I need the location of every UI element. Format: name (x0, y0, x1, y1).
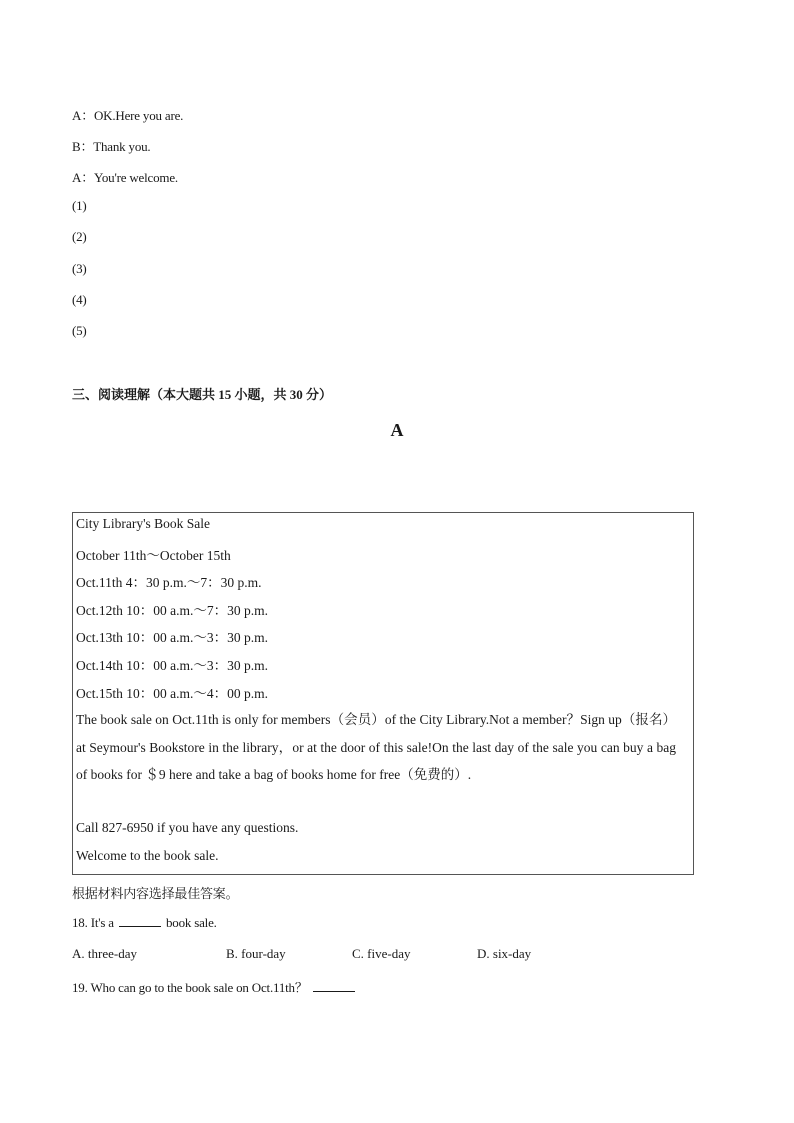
schedule-line: Oct.15th 10：00 a.m.～4：00 p.m. (76, 686, 268, 701)
notice-contact: Call 827-6950 if you have any questions. (76, 820, 299, 835)
notice-dates: October 11th～October 15th (76, 548, 231, 563)
notice-title: City Library's Book Sale (76, 516, 211, 531)
question-19 (72, 977, 357, 996)
question-18 (72, 915, 217, 931)
instruction: 根据材料内容选择最佳答案。 (72, 886, 239, 901)
answer-blank[interactable] (119, 915, 161, 927)
dialogue-line-a1: A：OK.Here you are. (72, 108, 184, 123)
answer-slot-3: (3) (72, 261, 87, 276)
question-18-stem-before: 18. It's a (72, 915, 114, 930)
dialogue-line-a2: A：You're welcome. (72, 170, 178, 185)
option-a[interactable]: A. three-day (72, 946, 137, 961)
schedule-line: Oct.12th 10：00 a.m.～7：30 p.m. (76, 603, 268, 618)
question-18-stem-after: book sale. (166, 915, 217, 930)
option-c[interactable]: C. five-day (352, 946, 411, 961)
schedule-line: Oct.11th 4：30 p.m.～7：30 p.m. (76, 575, 262, 590)
answer-blank[interactable] (313, 980, 355, 992)
option-b[interactable]: B. four-day (226, 946, 286, 961)
notice-box (72, 512, 694, 875)
option-d[interactable]: D. six-day (477, 946, 532, 961)
schedule-line: Oct.14th 10：00 a.m.～3：30 p.m. (76, 658, 268, 673)
dialogue-line-b: B：Thank you. (72, 139, 151, 154)
section-heading: 三、阅读理解（本大题共 15 小题，共 30 分） (72, 387, 333, 402)
answer-slot-4: (4) (72, 292, 87, 307)
passage-label: A (390, 420, 404, 440)
schedule-line: Oct.13th 10：00 a.m.～3：30 p.m. (76, 630, 268, 645)
answer-slot-5: (5) (72, 323, 87, 338)
answer-slot-2: (2) (72, 229, 87, 244)
notice-welcome: Welcome to the book sale. (76, 848, 219, 863)
notice-body: The book sale on Oct.11th is only for members（会员）of the City Library.Not a member？Sign up（报名）at Seymour's Bookstore in the library，or at the door of this sale!On the last day of the sale you can buy a bag of books for ＄9 here and take a bag of books home for free（免费的）. (76, 712, 676, 783)
question-19-stem: 19. Who can go to the book sale on Oct.11th？ (72, 980, 308, 995)
answer-slot-1: (1) (72, 198, 87, 213)
